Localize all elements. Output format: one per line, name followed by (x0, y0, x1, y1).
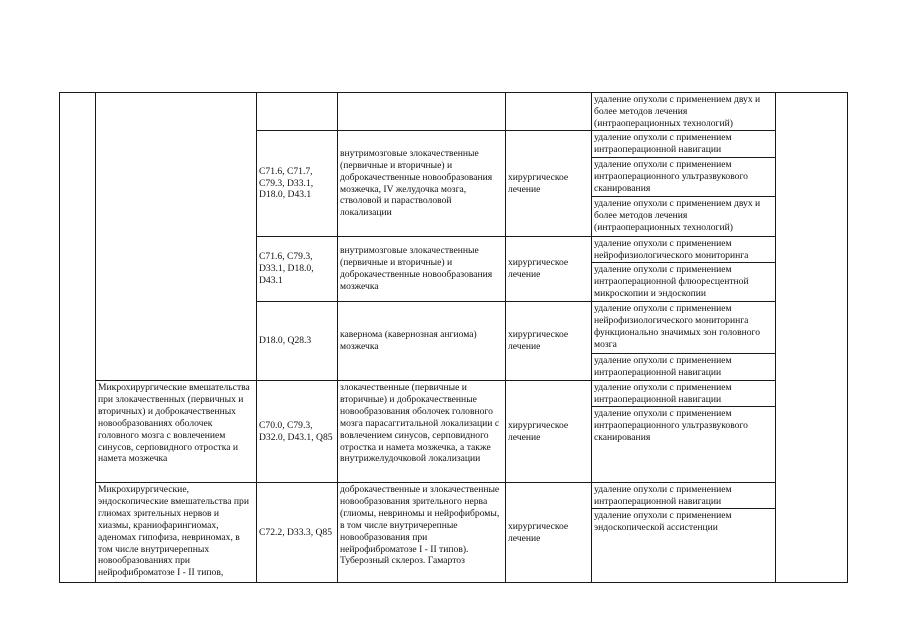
disease-text: внутримозговые злокачественные (первичные и вторичные) и доброкачественные новообразования мозжечка (340, 245, 493, 292)
method-text: удаление опухоли с применением двух и более методов лечения (интраоперационных технологий) (594, 94, 761, 129)
col-border (847, 92, 848, 583)
method-text: удаление опухоли с применением интраоперационного ультразвукового сканирования (594, 159, 748, 194)
disease-text: внутримозговые злокачественные (первичные и вторичные) и доброкачественные новообразования мозжечка, IV желудочка мозга, стволовой и парастволовой локализации (340, 147, 493, 219)
treatment-text: хирургическое лечение (508, 520, 569, 544)
method-text: удаление опухоли с применением интраоперационной флюоресцентной микроскопии и эндоскопии (594, 264, 749, 299)
disease-cell (338, 237, 505, 301)
method-cell (592, 197, 775, 235)
method-cell (592, 509, 775, 535)
method-text: удаление опухоли с применением интраоперационной навигации (594, 132, 732, 155)
codes-cell (257, 483, 337, 582)
treatment-text: хирургическое лечение (508, 419, 569, 443)
disease-cell (338, 381, 505, 466)
treatment-cell (506, 237, 591, 301)
method-cell (592, 93, 775, 131)
method-cell (592, 381, 775, 407)
method-text: удаление опухоли с применением интраоперационного ультразвукового сканирования (594, 408, 748, 443)
icd-codes: C71.6, C79.3, D33.1, D18.0, D43.1 (259, 251, 314, 286)
codes-cell (257, 302, 337, 380)
icd-codes: C71.6, C71.7, C79.3, D33.1, D18.0, D43.1 (259, 165, 314, 201)
method-text: удаление опухоли с применением интраоперационной навигации (594, 355, 732, 378)
codes-cell (257, 237, 337, 301)
codes-cell (257, 131, 337, 236)
group-text: Микрохирургические вмешательства при злокачественных (первичных и вторичных) и доброкачественных новообразованиях оболочек головного мозга с вовлечением синусов, серповидного отростка и намета мозжечка (98, 382, 250, 465)
method-cell (592, 354, 775, 380)
method-cell (592, 302, 775, 352)
method-cell (592, 483, 775, 509)
treatment-cell (506, 131, 591, 236)
method-cell (592, 263, 775, 301)
group-cell (96, 483, 256, 580)
method-cell (592, 131, 775, 157)
disease-text: доброкачественные и злокачественные новообразования зрительного нерва (глиомы, невриномы и нейрофибромы, в том числе внутричерепные новообразования при нейрофиброматозе I - II типов). Туберозный склероз. Гамартоз (340, 484, 500, 567)
codes-cell (257, 381, 337, 482)
icd-codes: C70.0, C79.3, D32.0, D43.1, Q85 (259, 419, 333, 443)
method-text: удаление опухоли с применением двух и более методов лечения (интраоперационных технологий) (594, 198, 761, 233)
disease-text: кавернома (кавернозная ангиома) мозжечка (340, 329, 477, 352)
method-text: удаление опухоли с применением интраоперационной навигации (594, 484, 732, 507)
method-text: удаление опухоли с применением эндоскопической ассистенции (594, 510, 732, 533)
method-cell (592, 158, 775, 196)
method-cell (592, 237, 775, 263)
method-text: удаление опухоли с применением нейрофизиологического мониторинга функционально значимых зон головного мозга (594, 303, 761, 350)
disease-cell (338, 483, 505, 568)
method-cell (592, 407, 775, 445)
col-border (59, 92, 60, 583)
treatment-cell (506, 483, 591, 582)
disease-cell (338, 131, 505, 236)
treatment-text: хирургическое лечение (508, 171, 569, 195)
group-cell (96, 381, 256, 466)
disease-text: злокачественные (первичные и вторичные) и доброкачественные новообразования оболочек головного мозга парасаггитальной локализации с вовлечением синусов, серповидного отростка и намета мозжечка, а также внутрижелудочковой локализации (340, 382, 500, 465)
group-text: Микрохирургические, эндоскопические вмешательства при глиомах зрительных нервов и хиазмы, краниофарингиомах, аденомах гипофиза, невриномах, в том числе внутричерепных новообразованиях при нейрофиброматозе I - II типов, (98, 484, 249, 579)
treatment-text: хирургическое лечение (508, 257, 569, 280)
treatment-cell (506, 381, 591, 482)
method-text: удаление опухоли с применением интраоперационной навигации (594, 382, 732, 405)
treatment-cell (506, 302, 591, 380)
method-text: удаление опухоли с применением нейрофизиологического мониторинга (594, 238, 749, 261)
icd-codes: C72.2, D33.3, Q85 (259, 526, 333, 538)
icd-codes: D18.0, Q28.3 (259, 335, 312, 347)
col-border (775, 92, 776, 583)
treatment-text: хирургическое лечение (508, 329, 569, 352)
disease-cell (338, 302, 505, 380)
table-bottom-border (59, 582, 848, 583)
